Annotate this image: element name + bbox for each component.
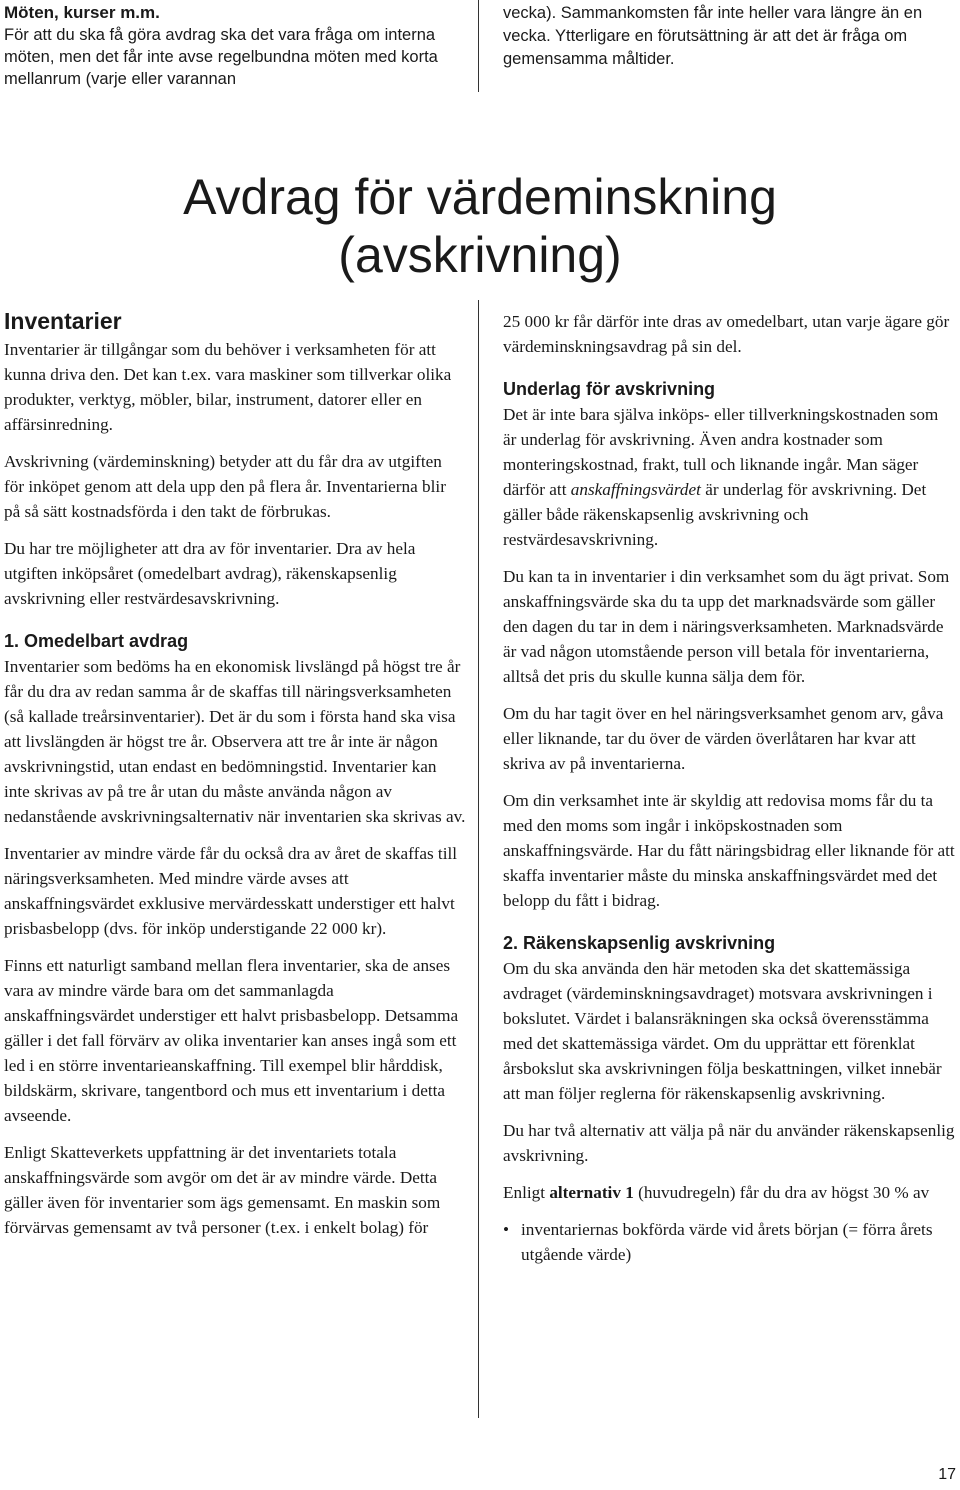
- list-item-text: inventariernas bokförda värde vid årets början (= förra årets utgående värde): [521, 1220, 933, 1264]
- paragraph: Du har två alternativ att välja på när du använder räkenskapsenlig avskrivning.: [503, 1121, 955, 1165]
- text-run: Det är inte bara själva inköps- eller tillverkningskostnaden som är underlag för avskrivning. Även andra kostnader som monteringskostnad, frakt, tull och liknande ingår. Man säger därför att: [503, 405, 939, 499]
- left-column: [4, 305, 466, 1252]
- strong-alternativ-1: alternativ 1: [549, 1183, 634, 1202]
- column-divider-top: [478, 0, 479, 92]
- right-column: [503, 309, 955, 1267]
- paragraph: Om du ska använda den här metoden ska det skattemässiga avdraget (värdeminskningsavdraget) motsvara avskrivningen i bokslutet. Värdet i balansräkningen ska också överensstämma med det skattemässiga värdet. Om du upprättar ett förenklat årsbokslut ska avskrivningen följa beskattningen, vilket innebär att man följer reglerna för räkenskapsenlig avskrivning.: [503, 959, 942, 1103]
- paragraph: Du har tre möjligheter att dra av för inventarier. Dra av hela utgiften inköpsåret (omedelbart avdrag), räkenskapsenlig avskrivning eller restvärdesavskrivning.: [4, 539, 416, 608]
- title-line-1: Avdrag för värdeminskning: [183, 169, 777, 225]
- page-number: 17: [938, 1466, 956, 1483]
- paragraph: [503, 402, 955, 552]
- paragraph: Inventarier är tillgångar som du behöver i verksamheten för att kunna driva den. Det kan t.ex. vara maskiner som tillverkar olika produkter, verktyg, möbler, bilar, instrument, datorer eller en affärsinredning.: [4, 340, 452, 434]
- column-divider-main: [478, 300, 479, 1418]
- bullet-mark: •: [503, 1220, 510, 1239]
- text-run: Enligt: [503, 1183, 550, 1202]
- title-line-2: (avskrivning): [338, 227, 622, 283]
- paragraph: Avskrivning (värdeminskning) betyder att du får dra av utgiften för inköpet genom att dela upp den på flera år. Inventarierna blir på så sätt kostnadsförda i den takt de förbrukas.: [4, 452, 446, 521]
- emphasis-anskaffningsvardet: anskaffningsvärdet: [570, 480, 701, 499]
- heading-underlag-for-avskrivning: Underlag för avskrivning: [503, 379, 716, 399]
- paragraph: [503, 1180, 955, 1205]
- paragraph: Du kan ta in inventarier i din verksamhet som du ägt privat. Som anskaffningsvärde ska du ta upp det marknadsvärde som gäller den dagen du tar in dem i näringsverksamheten. Marknadsvärde är vad någon utomstående person vill betala för inventarierna, alltså det pris du skulle kunna sälja dem för.: [503, 567, 950, 686]
- page-title: [0, 168, 960, 284]
- top-left-block: [4, 2, 454, 90]
- paragraph: Om du har tagit över en hel näringsverksamhet genom arv, gåva eller liknande, tar du över de värden överlåtaren har kvar att skriva av på inventarierna.: [503, 704, 944, 773]
- heading-inventarier: Inventarier: [4, 308, 122, 334]
- paragraph: Inventarier som bedöms ha en ekonomisk livslängd på högst tre år får du dra av redan samma år de skaffas till näringsverksamheten (så kallade treårsinventarier). Det är du som i första hand ska visa att livslängden är högst tre år. Observera att tre år inte är någon avskrivningstid, utan endast en bedömningstid. Inventarier kan inte skrivas av på tre år utan du måste använda någon av nedanstående avskrivningsalternativ när inventarien ska skrivas av.: [4, 657, 466, 826]
- paragraph: Inventarier av mindre värde får du också dra av året de skaffas till näringsverksamheten. Med mindre värde avses att anskaffningsvärdet exklusive mervärdesskatt understiger ett halvt prisbasbelopp (dvs. för inköp understigande 22 000 kr).: [4, 844, 458, 938]
- meetings-text: För att du ska få göra avdrag ska det vara fråga om interna möten, men det får inte avse regelbundna möten med korta mellanrum (varje eller varannan: [4, 26, 438, 88]
- text-run: är underlag för avskrivning. Det gäller både räkenskapsenlig avskrivning och restvärdesavskrivning.: [503, 480, 927, 549]
- paragraph: 25 000 kr får därför inte dras av omedelbart, utan varje ägare gör värdeminskningsavdrag på sin del.: [503, 312, 950, 356]
- heading-rakenskapsenlig-avskrivning: 2. Räkenskapsenlig avskrivning: [503, 933, 776, 953]
- heading-omedelbart-avdrag: 1. Omedelbart avdrag: [4, 631, 189, 651]
- text-run: (huvudregeln) får du dra av högst 30 % av: [633, 1183, 930, 1202]
- list-item: [503, 1217, 955, 1267]
- meetings-text-continued: vecka). Sammankomsten får inte heller vara längre än en vecka. Ytterligare en förutsättning är att det är fråga om gemensamma måltider.: [503, 4, 923, 68]
- paragraph: Finns ett naturligt samband mellan flera inventarier, ska de anses vara av mindre värde bara om det sammanlagda anskaffningsvärdet understiger ett halvt prisbasbelopp. Detsamma gäller i det fall förvärv av olika inventarier kan anses ingå som ett led i en större inventarieanskaffning. Till exempel blir hårddisk, bildskärm, skrivare, tangentbord och mus ett inventarium i detta avseende.: [4, 956, 459, 1125]
- paragraph: Om din verksamhet inte är skyldig att redovisa moms får du ta med den moms som ingår i inköpskostnaden som anskaffningsvärde. Har du fått näringsbidrag eller liknande för att skaffa inventarier måste du minska anskaffningsvärdet med det belopp du fått i bidrag.: [503, 791, 955, 910]
- top-right-block: [503, 2, 953, 71]
- section-heading-meetings: Möten, kurser m.m.: [4, 3, 160, 22]
- paragraph: Enligt Skatteverkets uppfattning är det inventariets totala anskaffningsvärde som avgör om det är av mindre värde. Detta gäller även för inventarier som ägs gemensamt. En maskin som förvärvas gemensamt av två personer (t.ex. i enkelt bolag) för: [4, 1143, 441, 1237]
